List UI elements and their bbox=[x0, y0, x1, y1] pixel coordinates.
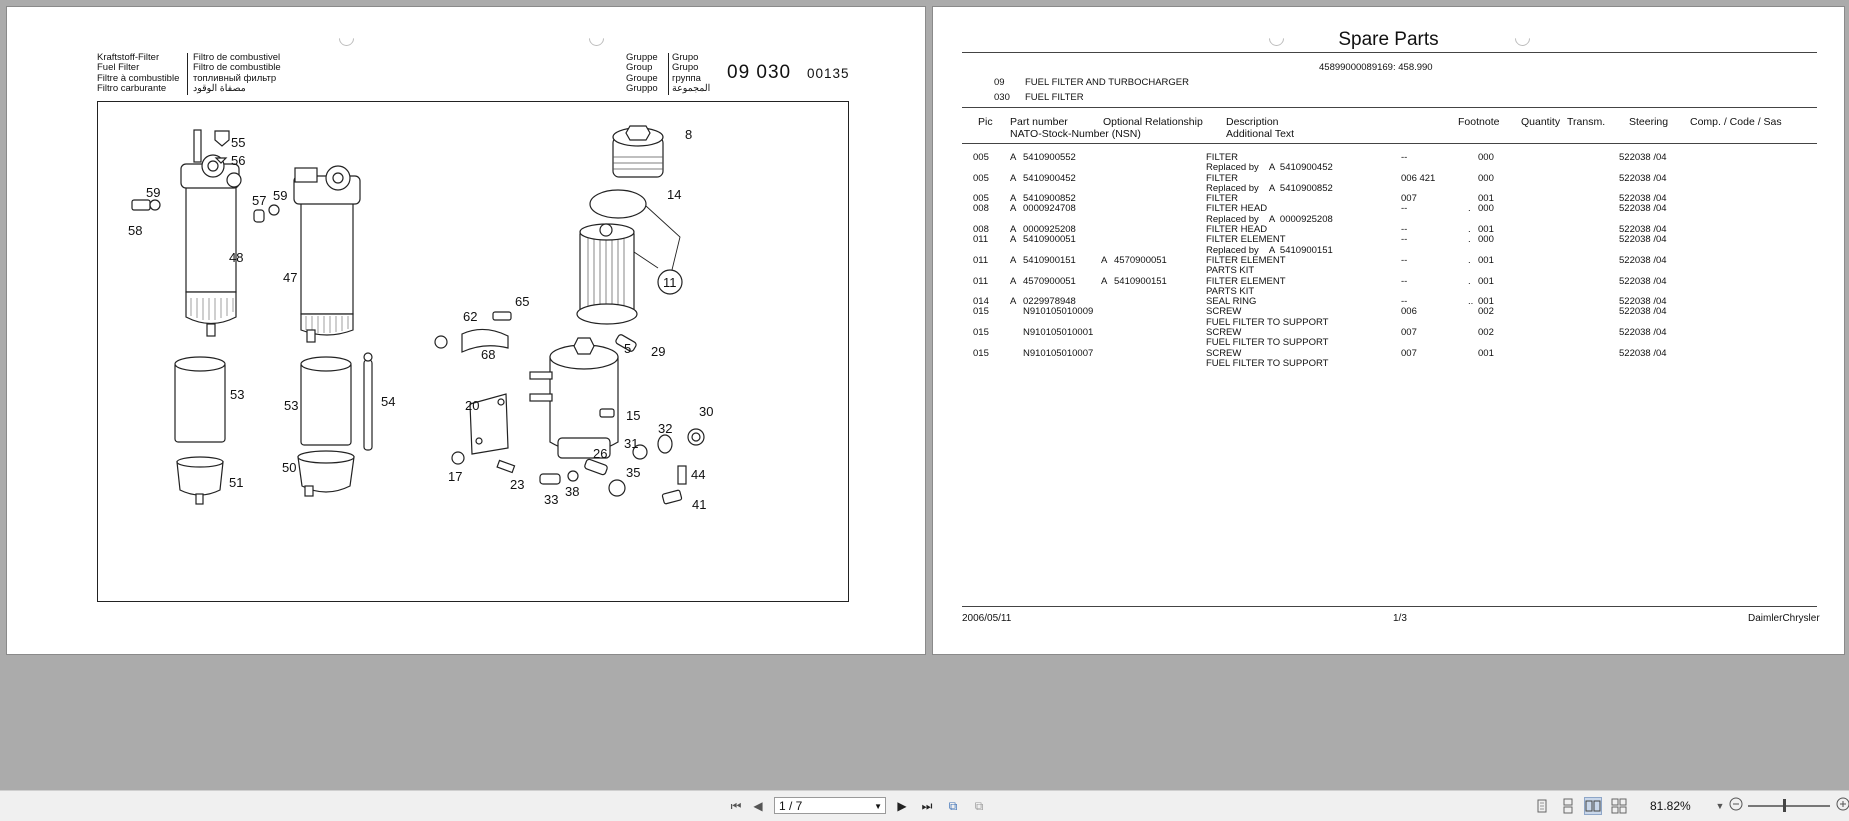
previous-page-icon[interactable]: ◀ bbox=[753, 799, 763, 813]
callout-label: 51 bbox=[229, 475, 244, 490]
cell-part-number: N910105010007 bbox=[1023, 347, 1094, 359]
cell-additional-text: PARTS KIT bbox=[1206, 265, 1255, 277]
callout-label: 20 bbox=[465, 398, 480, 413]
callout-label: 15 bbox=[626, 408, 641, 423]
cell-additional-text: FUEL FILTER TO SUPPORT bbox=[1206, 316, 1329, 328]
filter-housing-48 bbox=[186, 182, 236, 292]
cell-optional-prefix bbox=[1101, 225, 1114, 235]
cell-optional-part bbox=[1114, 204, 1206, 214]
cell-pic: 015 bbox=[973, 306, 989, 318]
cell-footnote: -- bbox=[1401, 234, 1408, 246]
doc-number: 45899000089169: 458.990 bbox=[1319, 62, 1433, 73]
cell-footnote: -- bbox=[1401, 275, 1408, 287]
filter-housing-47 bbox=[301, 202, 353, 314]
cell-optional-prefix bbox=[1101, 328, 1114, 338]
divider bbox=[962, 143, 1817, 144]
cell-part-prefix: A bbox=[1010, 234, 1017, 246]
col-quantity: Quantity bbox=[1521, 116, 1561, 128]
callout-label: 26 bbox=[593, 446, 608, 461]
vent-plug-55 bbox=[215, 131, 229, 146]
cell-quantity: 001 bbox=[1478, 224, 1494, 236]
cell-optional-part bbox=[1114, 235, 1206, 245]
group-subcode: 00135 bbox=[807, 66, 850, 81]
cell-part-prefix bbox=[1010, 328, 1023, 338]
parts-table bbox=[973, 153, 1667, 369]
zoom-menu-chevron-icon[interactable]: ▼ bbox=[1715, 801, 1725, 811]
status-bar bbox=[0, 790, 1849, 821]
table-row[interactable] bbox=[973, 225, 1667, 235]
col-description: Description bbox=[1226, 116, 1279, 128]
punch-hole-mark bbox=[586, 28, 607, 49]
cell-footnote: -- bbox=[1401, 203, 1408, 215]
cell-part-number: 5410900852 bbox=[1023, 193, 1076, 205]
fitting-33 bbox=[540, 474, 560, 484]
header-group-col-1: Gruppe Group Groupe Gruppo bbox=[626, 52, 658, 95]
cell-part-number: 0000925208 bbox=[1023, 224, 1076, 236]
cell-part-number: N910105010009 bbox=[1023, 306, 1094, 318]
bolt-44 bbox=[678, 466, 686, 484]
cell-part-number: 5410900452 bbox=[1023, 172, 1076, 184]
footer-brand: DaimlerChrysler bbox=[1748, 613, 1820, 624]
cell-quantity: 000 bbox=[1478, 234, 1494, 246]
cell-description: FILTER bbox=[1206, 152, 1239, 163]
callout-label: 44 bbox=[691, 467, 706, 482]
cell-part-prefix bbox=[1010, 307, 1023, 317]
callout-label: 55 bbox=[231, 135, 246, 150]
table-row-additional bbox=[973, 266, 1667, 276]
next-view-icon[interactable]: ⧉ bbox=[974, 799, 984, 813]
page-title: Spare Parts bbox=[1338, 29, 1439, 50]
cell-optional-part bbox=[1114, 307, 1206, 317]
table-row[interactable] bbox=[973, 256, 1667, 266]
cell-optional-part: 5410900151 bbox=[1114, 275, 1167, 287]
seal-32 bbox=[658, 435, 672, 453]
col-footnote: Footnote bbox=[1458, 116, 1500, 128]
table-row-additional bbox=[973, 215, 1667, 225]
cell-footnote: 007 bbox=[1401, 193, 1417, 205]
header-lang-col-1: Kraftstoff-Filter Fuel Filter Filtre à combustible Filtro carburante bbox=[97, 52, 180, 95]
divider bbox=[962, 52, 1817, 53]
cell-marker: . bbox=[1468, 254, 1471, 266]
col-steering: Steering bbox=[1629, 116, 1669, 128]
table-row-additional bbox=[973, 287, 1667, 297]
callout-label: 50 bbox=[282, 460, 297, 475]
table-row-additional bbox=[973, 163, 1667, 173]
callout-label: 33 bbox=[544, 492, 559, 507]
cell-quantity: 002 bbox=[1478, 306, 1494, 318]
cell-comp-code: 522038 /04 bbox=[1619, 193, 1667, 205]
heater-rod-54 bbox=[364, 360, 372, 450]
nut-17 bbox=[452, 452, 464, 464]
cell-part-number: 5410900151 bbox=[1023, 254, 1076, 266]
callout-label: 68 bbox=[481, 347, 496, 362]
cell-description: SCREW bbox=[1206, 306, 1242, 318]
col-comp: Comp. / Code / Sas bbox=[1690, 116, 1782, 128]
cell-additional-text: Replaced by A 5410900452 bbox=[1206, 162, 1333, 174]
cell-marker bbox=[1468, 307, 1478, 317]
cell-pic: 011 bbox=[973, 275, 989, 287]
cell-comp-code: 522038 /04 bbox=[1619, 152, 1667, 163]
cell-optional-prefix: A bbox=[1101, 254, 1108, 266]
callout-label: 35 bbox=[626, 465, 641, 480]
cell-optional-part bbox=[1114, 174, 1206, 184]
cell-quantity: 000 bbox=[1478, 203, 1494, 215]
cell-optional-prefix bbox=[1101, 194, 1114, 204]
cell-optional-part bbox=[1114, 194, 1206, 204]
cell-description: FILTER HEAD bbox=[1206, 224, 1268, 236]
exploded-parts-diagram bbox=[97, 101, 849, 602]
cell-part-prefix: A bbox=[1010, 152, 1017, 163]
cell-quantity: 001 bbox=[1478, 193, 1494, 205]
cell-pic: 015 bbox=[973, 347, 989, 359]
footer-page: 1/3 bbox=[1393, 613, 1407, 624]
divider bbox=[962, 107, 1817, 108]
cell-part-number: 5410900552 bbox=[1023, 152, 1076, 163]
callout-label: 54 bbox=[381, 394, 396, 409]
cell-marker bbox=[1468, 174, 1478, 184]
cell-description: FILTER ELEMENT bbox=[1206, 275, 1286, 287]
cell-quantity: 001 bbox=[1478, 254, 1494, 266]
cell-marker: . bbox=[1468, 275, 1471, 287]
fitting-35 bbox=[609, 480, 625, 496]
callout-label: 11 bbox=[663, 275, 677, 290]
cell-optional-prefix bbox=[1101, 297, 1114, 307]
last-page-icon[interactable]: ⏭ bbox=[921, 799, 933, 813]
cell-description: FILTER bbox=[1206, 172, 1239, 184]
fitting-26 bbox=[584, 459, 608, 476]
cell-footnote: -- bbox=[1401, 224, 1408, 236]
subgroup-name: FUEL FILTER bbox=[1025, 92, 1084, 103]
callout-label: 59 bbox=[273, 188, 288, 203]
screw-65 bbox=[493, 312, 511, 320]
callout-label: 14 bbox=[667, 187, 682, 202]
cell-pic: 008 bbox=[973, 224, 989, 236]
callout-label: 56 bbox=[231, 153, 246, 168]
seal-ring-14 bbox=[590, 190, 646, 218]
header-divider bbox=[187, 53, 188, 95]
left-page bbox=[6, 6, 926, 655]
cell-footnote: -- bbox=[1401, 254, 1408, 266]
cell-optional-prefix bbox=[1101, 153, 1114, 163]
cell-footnote: -- bbox=[1401, 296, 1408, 308]
cell-part-number: 0000924708 bbox=[1023, 203, 1076, 215]
col-nsn: NATO-Stock-Number (NSN) bbox=[1010, 128, 1141, 140]
cell-pic: 014 bbox=[973, 296, 989, 308]
cell-pic: 011 bbox=[973, 254, 989, 266]
right-page bbox=[932, 6, 1845, 655]
filter-bowl bbox=[186, 292, 236, 324]
callout-label: 23 bbox=[510, 477, 525, 492]
callout-label: 29 bbox=[651, 344, 666, 359]
zoom-level: 81.82% bbox=[1650, 799, 1691, 813]
cell-quantity: 000 bbox=[1478, 152, 1494, 163]
table-row-additional bbox=[973, 359, 1667, 369]
clip-41 bbox=[662, 490, 682, 504]
cell-marker: . bbox=[1468, 234, 1471, 246]
cell-pic: 008 bbox=[973, 203, 989, 215]
cell-optional-prefix bbox=[1101, 235, 1114, 245]
cell-description: FILTER bbox=[1206, 193, 1239, 205]
cell-comp-code: 522038 /04 bbox=[1619, 347, 1667, 359]
col-additional: Additional Text bbox=[1226, 128, 1295, 140]
col-transm: Transm. bbox=[1567, 116, 1606, 128]
cell-optional-part bbox=[1114, 153, 1206, 163]
table-row-additional bbox=[973, 246, 1667, 256]
cell-marker: . bbox=[1468, 203, 1471, 215]
cell-marker bbox=[1468, 349, 1478, 359]
cell-description: FILTER ELEMENT bbox=[1206, 254, 1286, 266]
cell-additional-text: PARTS KIT bbox=[1206, 285, 1255, 297]
cell-additional-text: FUEL FILTER TO SUPPORT bbox=[1206, 357, 1329, 369]
zoom-slider-thumb[interactable] bbox=[1783, 799, 1786, 812]
cell-part-number: 0229978948 bbox=[1023, 296, 1076, 308]
zoom-in-icon[interactable] bbox=[1834, 797, 1849, 815]
cell-marker: .. bbox=[1468, 296, 1474, 308]
cell-footnote: 006 bbox=[1401, 306, 1417, 318]
cell-additional-text: Replaced by A 5410900852 bbox=[1206, 182, 1333, 194]
callout-label: 65 bbox=[515, 294, 530, 309]
header-group-col-2: Grupo Grupo группа المجموعة bbox=[672, 52, 711, 95]
cell-part-prefix: A bbox=[1010, 172, 1017, 184]
col-part-number: Part number bbox=[1010, 116, 1068, 128]
filter-element-53 bbox=[175, 362, 225, 442]
callout-label: 62 bbox=[463, 309, 478, 324]
cell-additional-text: Replaced by A 5410900151 bbox=[1206, 244, 1333, 256]
cell-part-prefix: A bbox=[1010, 275, 1017, 287]
cell-comp-code: 522038 /04 bbox=[1619, 254, 1667, 266]
zoom-out-icon[interactable] bbox=[1727, 797, 1745, 815]
callout-label: 30 bbox=[699, 404, 714, 419]
callout-label: 58 bbox=[128, 223, 143, 238]
table-row-additional bbox=[973, 184, 1667, 194]
zoom-slider[interactable] bbox=[1748, 805, 1830, 807]
cell-quantity: 001 bbox=[1478, 347, 1494, 359]
cell-comp-code: 522038 /04 bbox=[1619, 296, 1667, 308]
parts-illustration bbox=[98, 102, 848, 601]
cell-pic: 005 bbox=[973, 152, 989, 163]
cell-footnote: 007 bbox=[1401, 327, 1417, 339]
cell-part-prefix bbox=[1010, 349, 1023, 359]
cell-comp-code: 522038 /04 bbox=[1619, 275, 1667, 287]
cell-optional-part bbox=[1114, 297, 1206, 307]
callout-label: 31 bbox=[624, 436, 639, 451]
cell-part-prefix: A bbox=[1010, 193, 1017, 205]
cell-part-number: N910105010001 bbox=[1023, 327, 1094, 339]
cell-comp-code: 522038 /04 bbox=[1619, 203, 1667, 215]
cell-part-prefix: A bbox=[1010, 203, 1017, 215]
table-row[interactable] bbox=[973, 277, 1667, 287]
callout-label: 59 bbox=[146, 185, 161, 200]
table-row[interactable] bbox=[973, 194, 1667, 204]
divider bbox=[962, 606, 1817, 607]
cell-optional-prefix bbox=[1101, 349, 1114, 359]
cell-footnote: 006 421 bbox=[1401, 172, 1436, 184]
callout-label: 32 bbox=[658, 421, 673, 436]
cell-quantity: 002 bbox=[1478, 327, 1494, 339]
col-optional: Optional Relationship bbox=[1103, 116, 1203, 128]
cell-optional-prefix bbox=[1101, 204, 1114, 214]
banjo-bolt-58 bbox=[132, 200, 150, 210]
screw-15 bbox=[600, 409, 614, 417]
group-code: 09 bbox=[994, 77, 1005, 88]
cell-footnote: 007 bbox=[1401, 347, 1417, 359]
facing-view-icon[interactable] bbox=[1584, 797, 1602, 815]
cell-optional-part bbox=[1114, 349, 1206, 359]
cell-comp-code: 522038 /04 bbox=[1619, 172, 1667, 184]
cell-description: SCREW bbox=[1206, 347, 1242, 359]
cell-part-prefix: A bbox=[1010, 296, 1017, 308]
group-name: FUEL FILTER AND TURBOCHARGER bbox=[1025, 77, 1189, 88]
screw-23 bbox=[497, 460, 514, 472]
cell-comp-code: 522038 /04 bbox=[1619, 234, 1667, 246]
subgroup-code: 030 bbox=[994, 92, 1010, 103]
callout-label: 17 bbox=[448, 469, 463, 484]
cell-quantity: 001 bbox=[1478, 275, 1494, 287]
cell-marker bbox=[1468, 328, 1478, 338]
cell-marker: . bbox=[1468, 224, 1471, 236]
cell-footnote: -- bbox=[1401, 152, 1408, 163]
cell-pic: 005 bbox=[973, 193, 989, 205]
cell-comp-code: 522038 /04 bbox=[1619, 327, 1667, 339]
cell-quantity: 000 bbox=[1478, 172, 1494, 184]
callout-label: 5 bbox=[624, 341, 632, 356]
callout-label: 53 bbox=[230, 387, 245, 402]
cell-pic: 011 bbox=[973, 234, 989, 246]
previous-view-icon[interactable]: ⧉ bbox=[948, 799, 958, 813]
cell-description: SCREW bbox=[1206, 327, 1242, 339]
continuous-view-icon[interactable] bbox=[1559, 797, 1577, 815]
header-lang-col-2: Filtro de combustivel Filtro de combustible топливный фильтр مصفاة الوقود bbox=[193, 52, 281, 95]
callout-label: 47 bbox=[283, 270, 298, 285]
cell-marker bbox=[1468, 153, 1478, 163]
single-page-view-icon[interactable] bbox=[1533, 797, 1551, 815]
cell-part-number: 4570900051 bbox=[1023, 275, 1076, 287]
group-code: 09 030 bbox=[727, 62, 792, 83]
first-page-icon[interactable]: ⏮ bbox=[730, 799, 742, 813]
cell-quantity: 001 bbox=[1478, 296, 1494, 308]
cell-part-prefix: A bbox=[1010, 254, 1017, 266]
cell-additional-text: Replaced by A 0000925208 bbox=[1206, 213, 1333, 225]
filter-element-53b bbox=[301, 362, 351, 445]
cell-part-number: 5410900051 bbox=[1023, 234, 1076, 246]
cell-optional-prefix: A bbox=[1101, 275, 1108, 287]
cell-additional-text: FUEL FILTER TO SUPPORT bbox=[1206, 337, 1329, 349]
col-pic: Pic bbox=[978, 116, 993, 128]
cell-description: FILTER HEAD bbox=[1206, 203, 1268, 215]
cell-optional-prefix bbox=[1101, 174, 1114, 184]
bleed-screw bbox=[194, 130, 201, 162]
cell-optional-part bbox=[1114, 328, 1206, 338]
callout-label: 53 bbox=[284, 398, 299, 413]
callout-label: 41 bbox=[692, 497, 707, 512]
cell-optional-prefix bbox=[1101, 307, 1114, 317]
callout-label: 8 bbox=[685, 127, 693, 142]
chevron-down-icon[interactable]: ▼ bbox=[874, 802, 882, 811]
cell-description: SEAL RING bbox=[1206, 296, 1257, 308]
page-number-input[interactable] bbox=[774, 797, 886, 814]
cell-optional-part: 4570900051 bbox=[1114, 254, 1167, 266]
nut-68 bbox=[435, 336, 447, 348]
callout-label: 38 bbox=[565, 484, 580, 499]
cell-comp-code: 522038 /04 bbox=[1619, 306, 1667, 318]
callout-label: 48 bbox=[229, 250, 244, 265]
punch-hole-mark bbox=[336, 28, 357, 49]
header-divider bbox=[668, 53, 669, 95]
seal-38 bbox=[568, 471, 578, 481]
cell-pic: 015 bbox=[973, 327, 989, 339]
cell-optional-part bbox=[1114, 225, 1206, 235]
cell-comp-code: 522038 /04 bbox=[1619, 224, 1667, 236]
page-number-value: 1 / 7 bbox=[779, 799, 803, 813]
cell-description: FILTER ELEMENT bbox=[1206, 234, 1286, 246]
continuous-facing-view-icon[interactable] bbox=[1610, 797, 1628, 815]
footer-date: 2006/05/11 bbox=[962, 613, 1012, 624]
next-page-icon[interactable]: ▶ bbox=[897, 799, 907, 813]
cell-part-prefix: A bbox=[1010, 224, 1017, 236]
cell-pic: 005 bbox=[973, 172, 989, 184]
callout-label: 57 bbox=[252, 193, 267, 208]
